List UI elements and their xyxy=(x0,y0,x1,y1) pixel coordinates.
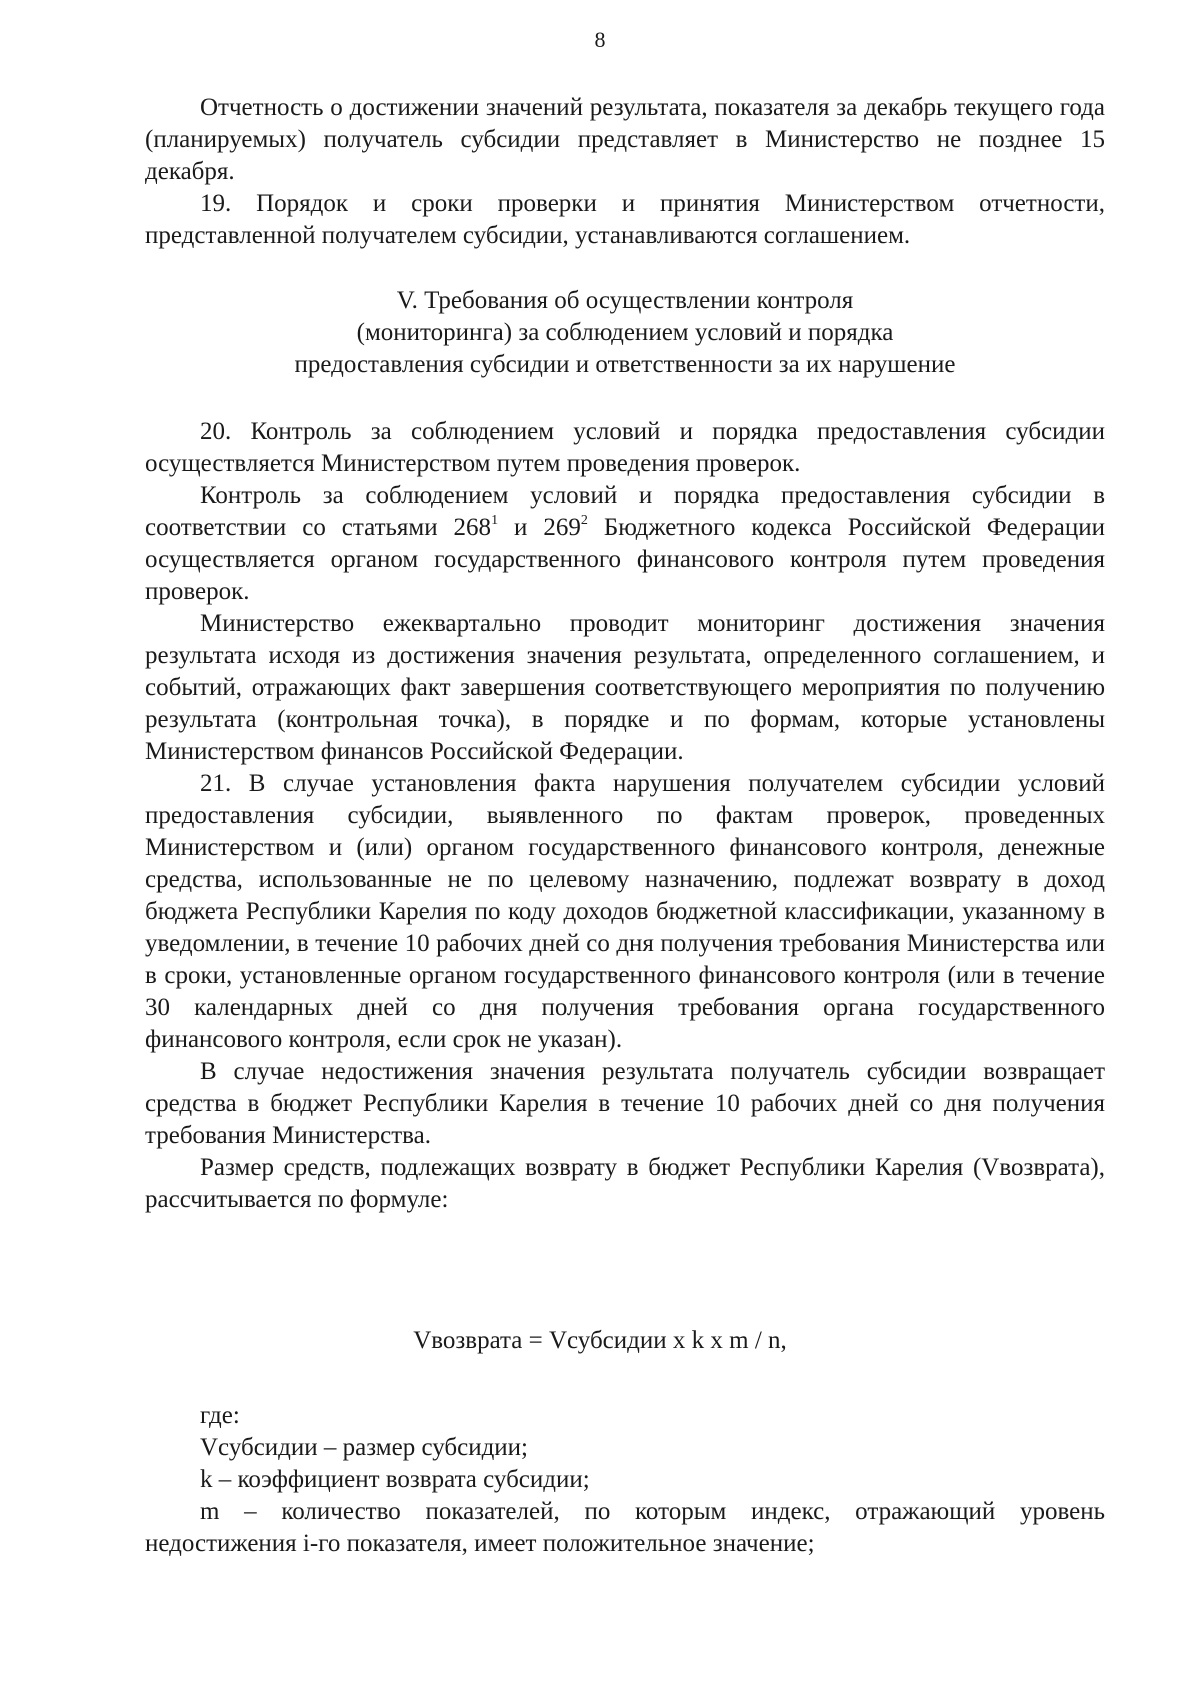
section-heading-line-3: предоставления субсидии и ответственности за их нарушение xyxy=(294,351,956,378)
paragraph-21: 21. В случае установления факта нарушения получателем субсидии условий предоставления субсидии, выявленного по фактам проверок, проведенных Министерством и (или) органом государственного финансового контроля, денежные средства, использованные не по целевому назначению, подлежат возврату в доход бюджета Республики Карелия по коду доходов бюджетной классификации, указанному в уведомлении, в течение 10 рабочих дней со дня получения требования Министерства или в сроки, установленные органом государственного финансового контроля (или в течение 30 календарных дней со дня получения требования органа государственного финансового контроля, если срок не указан). xyxy=(145,770,1105,1053)
paragraph-19: 19. Порядок и сроки проверки и принятия Министерством отчетности, представленной получателем субсидии, устанавливаются соглашением. xyxy=(145,190,1105,249)
footnote-sup-2: 2 xyxy=(580,512,588,528)
term-v-subsidy: Vсубсидии – размер субсидии; xyxy=(200,1434,529,1461)
control-text-part-3: Бюджетного кодекса Российской Федерации осуществляется органом государственного финансового контроля путем проведения проверок. xyxy=(145,514,1105,605)
paragraph-20: 20. Контроль за соблюдением условий и порядка предоставления субсидии осуществляется Министерством путем проведения проверок. xyxy=(145,418,1105,477)
section-heading-line-1: V. Требования об осуществлении контроля xyxy=(396,287,854,314)
section-heading xyxy=(145,285,1105,381)
term-k: k – коэффициент возврата субсидии; xyxy=(200,1466,590,1493)
section-heading-line-2: (мониторинга) за соблюдением условий и порядка xyxy=(356,319,894,346)
term-where: где: xyxy=(200,1402,240,1429)
top-text-block xyxy=(145,92,1105,252)
paragraph-reporting: Отчетность о достижении значений результата, показателя за декабрь текущего года (планируемых) получатель субсидии представляет в Министерство не позднее 15 декабря. xyxy=(145,94,1105,185)
paragraph-control xyxy=(145,480,1105,608)
control-text-part-2: и 269 xyxy=(498,514,581,541)
paragraph-nondelivery: В случае недостижения значения результата получатель субсидии возвращает средства в бюджет Республики Карелия в течение 10 рабочих дней со дня получения требования Министерства. xyxy=(145,1058,1105,1149)
term-m: m – количество показателей, по которым индекс, отражающий уровень недостижения i-го показателя, имеет положительное значение; xyxy=(145,1498,1105,1557)
return-formula: Vвозврата = Vсубсидии x k x m / n, xyxy=(413,1327,787,1354)
page-number: 8 xyxy=(594,27,606,52)
footnote-sup-1: 1 xyxy=(491,512,499,528)
formula-terms-block xyxy=(145,1400,1105,1560)
paragraph-return-amount: Размер средств, подлежащих возврату в бюджет Республики Карелия (Vвозврата), рассчитывается по формуле: xyxy=(145,1154,1105,1213)
control-text-part-1: Контроль за соблюдением условий и порядка предоставления субсидии в соответствии со статьями 268 xyxy=(145,482,1105,541)
paragraph-monitoring: Министерство ежеквартально проводит мониторинг достижения значения результата исходя из достижения значения результата, определенного соглашением, и событий, отражающих факт завершения соответствующего мероприятия по получению результата (контрольная точка), в порядке и по формам, которые установлены Министерством финансов Российской Федерации. xyxy=(145,610,1105,765)
main-text-block xyxy=(145,416,1105,1216)
